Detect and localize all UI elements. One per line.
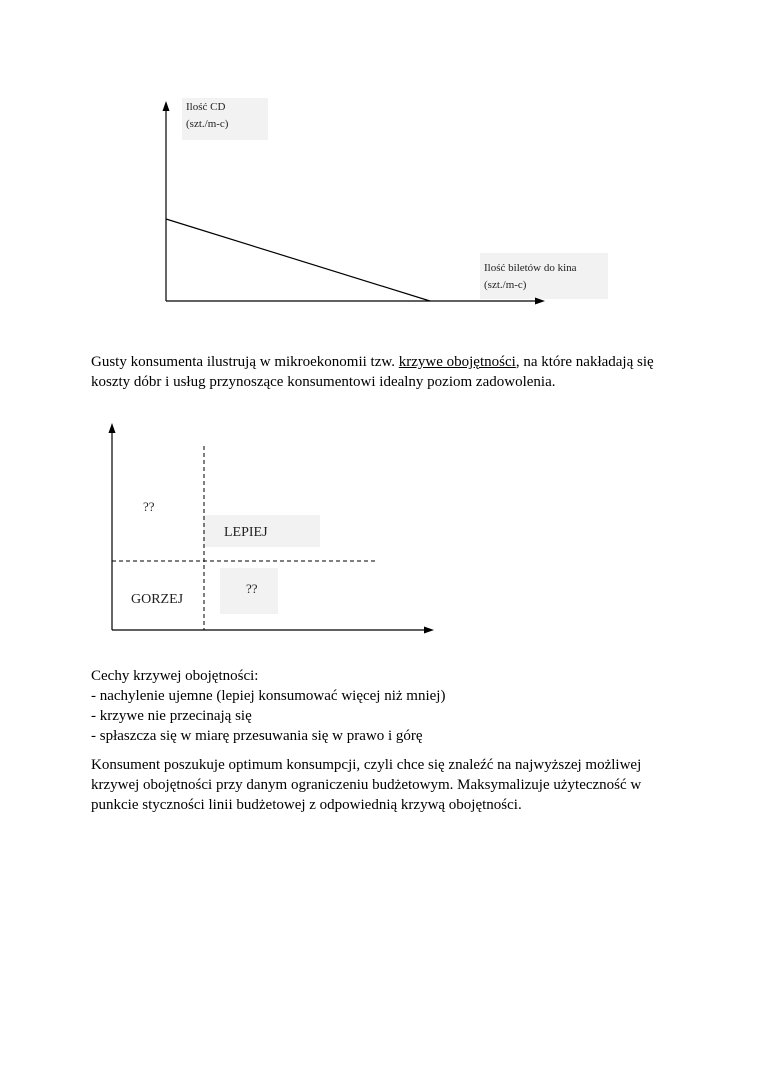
optimum-paragraph [91,755,691,815]
intro-line-1 [91,352,691,372]
quadrant-top-left-label: ?? [143,499,155,514]
y-axis-label-line1: Ilość CD [186,101,226,113]
intro-text-end: , na które nakładają się [515,354,654,370]
optimum-line-1: Konsument poszukuje optimum konsumpcji, czyli chce się znaleźć na najwyższej możliwej [91,757,642,773]
x-axis-label-line2: (szt./m-c) [484,279,527,291]
quadrant-figure [100,418,440,638]
list-item: - spłaszcza się w miarę przesuwania się w prawo i górę [91,728,423,744]
intro-paragraph [91,352,691,392]
budget-line [166,219,430,301]
x-axis-label-box [480,253,608,299]
x-axis-arrow-icon [424,627,434,634]
optimum-line-2: krzywej obojętności przy danym ograniczeniu budżetowym. Maksymalizuje użyteczność w [91,777,642,793]
features-heading: Cechy krzywej obojętności: [91,668,259,684]
intro-text-start: Gusty konsumenta ilustrują w mikroekonomii tzw. [91,354,399,370]
optimum-line-3: punkcie styczności linii budżetowej z odpowiednią krzywą obojętności. [91,797,522,813]
quadrant-bottom-right-label: ?? [246,581,258,596]
quadrant-bottom-left-label: GORZEJ [131,592,184,607]
y-axis-arrow-icon [163,101,170,111]
quadrant-top-right-label: LEPIEJ [224,525,268,540]
features-block [91,666,691,746]
y-axis-label-line2: (szt./m-c) [186,118,229,130]
budget-line-figure [150,95,620,310]
y-axis-arrow-icon [109,423,116,433]
indifference-curves-link[interactable]: krzywe obojętności [398,354,516,370]
list-item: - nachylenie ujemne (lepiej konsumować więcej niż mniej) [91,688,446,704]
intro-line-2: koszty dóbr i usług przynoszące konsumentowi idealny poziom zadowolenia. [91,374,556,390]
list-item: - krzywe nie przecinają się [91,708,252,724]
x-axis-label-line1: Ilość biletów do kina [484,262,577,274]
